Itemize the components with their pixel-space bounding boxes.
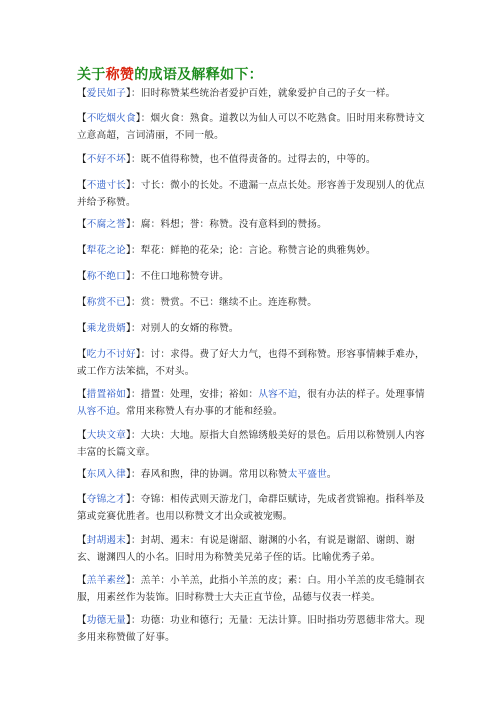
entry-text: ：讨：求得。费了好大力气，也得不到称赞。形容事情棘手难办，或工作方法笨拙，不对头。 [77, 349, 425, 377]
entry-text: ：大块：大地。原指大自然锦绣般美好的景色。后用以称赞别人内容丰富的长篇文章。 [77, 430, 425, 458]
entry-term: 乘龙贵婿 [86, 323, 126, 334]
entry-cheng-bujuekou: 【称不绝口】：不住口地称赞夸讲。 [77, 271, 229, 282]
entry-text: ：赏：赞赏。不已：继续不止。连连称赞。 [130, 297, 318, 308]
entry-gaoyang-susi: 【羔羊素丝】：羔羊：小羊羔，此指小羊羔的皮；素：白。用小羊羔的皮毛缝制衣服，用素丝作为装饰。旧时称赞士大夫正直节俭，品德与仪表一样美。 [77, 575, 425, 603]
entry-dongfeng-rulv: 【东风入律】：春风和煦，律的协调。常用以称赞太平盛世。 [77, 469, 337, 480]
entry-text: ：旧时称赞某些统治者爱护百姓，就象爱护自己的子女一样。 [130, 88, 396, 99]
entry-term: 爱民如子 [86, 88, 126, 99]
entry-buchi-yanhuoshi: 【不吃烟火食】：烟火食：熟食。道教以为仙人可以不吃熟食。旧时用来称赞诗文立意高超，言词清丽，不同一般。 [77, 113, 425, 141]
idiom-link[interactable]: 太平盛世 [287, 469, 327, 480]
entry-text-c: 。常用来称赞人有办事的才能和经验。 [116, 405, 283, 417]
entry-text: ：对别人的女婿的称赞。 [130, 323, 239, 334]
entry-term: 封胡遏末 [86, 535, 126, 546]
entry-buhao-buhuai: 【不好不坏】：既不值得称赞，也不值得责备的。过得去的，中等的。 [77, 154, 376, 165]
entry-text: ：烟火食：熟食。道教以为仙人可以不吃熟食。旧时用来称赞诗文立意高超，言词清丽，不同一般。 [77, 113, 425, 141]
entry-duojin-zhicai: 【夺锦之才】：夺锦：相传武则天游龙门，命群臣赋诗，先成者赏锦袍。指科举及第或竞赛优胜者。也用以称赞文才出众或被宠赐。 [77, 494, 425, 522]
entry-term: 东风入律 [86, 469, 126, 480]
entry-text: ：夺锦：相传武则天游龙门，命群臣赋诗，先成者赏锦袍。指科举及第或竞赛优胜者。也用以称赞文才出众或被宠赐。 [77, 494, 425, 522]
entry-text-a: ：措置：处理，安排；裕如： [130, 389, 259, 400]
entry-chenglong-guixu: 【乘龙贵婿】：对别人的女婿的称赞。 [77, 323, 239, 334]
entry-term: 大块文章 [86, 430, 126, 441]
entry-term: 不遗寸长 [86, 180, 126, 191]
entry-term: 羔羊素丝 [86, 575, 126, 586]
title-prefix: 关于 [77, 67, 106, 83]
idiom-link[interactable]: 从容不迫 [77, 405, 117, 417]
entry-term: 夺锦之才 [86, 494, 126, 505]
entry-term: 犁花之论 [86, 245, 126, 256]
entry-gongde-wuliang: 【功德无量】：功德：功业和德行；无量：无法计算。旧时指功劳恩德非常大。现多用来称赞做了好事。 [77, 615, 425, 643]
entry-aimin-ruzi: 【爱民如子】：旧时称赞某些统治者爱护百姓，就象爱护自己的子女一样。 [77, 88, 396, 99]
entry-chili-butaohao: 【吃力不讨好】：讨：求得。费了好大力气，也得不到称赞。形容事情棘手难办，或工作方法笨拙，不对头。 [77, 349, 425, 377]
entry-text-b: 。 [326, 469, 337, 480]
entry-text: ：羔羊：小羊羔，此指小羊羔的皮；素：白。用小羊羔的皮毛缝制衣服，用素丝作为装饰。旧时称赞士大夫正直节俭，品德与仪表一样美。 [77, 575, 425, 603]
entry-term: 功德无量 [86, 615, 126, 626]
entry-term: 称赏不已 [86, 297, 126, 308]
idiom-link[interactable]: 从容不迫 [258, 389, 298, 400]
entry-text: ：腐：料想；誉：称赞。没有意料到的赞扬。 [130, 219, 327, 230]
entry-text: ：寸长：微小的长处。不遗漏一点点长处。形容善于发现别人的优点并给予称赞。 [77, 180, 425, 208]
entry-fenghu-emo: 【封胡遏末】：封胡、遏末：有说是谢韶、谢渊的小名，有说是谢韶、谢朗、谢玄、谢渊四人的小名。旧时用为称赞美兄弟子侄的话。比喻优秀子弟。 [77, 535, 416, 563]
entry-term: 措置裕如 [86, 389, 126, 400]
entry-text: ：封胡、遏末：有说是谢韶、谢渊的小名，有说是谢韶、谢朗、谢玄、谢渊四人的小名。旧时用为称赞美兄弟子侄的话。比喻优秀子弟。 [77, 535, 416, 563]
page-title [77, 64, 263, 84]
entry-cuozhi-yuru: 【措置裕如】：措置：处理，安排；裕如：从容不迫，很有办法的样子。处理事情从容不迫。常用来称赞人有办事的才能和经验。 [77, 389, 425, 417]
title-highlight: 称赞 [105, 67, 135, 83]
entry-term: 不好不坏 [86, 154, 126, 165]
entry-text: ：犁花：鲜艳的花朵；论：言论。称赞言论的典雅隽妙。 [130, 245, 376, 256]
entry-term: 吃力不讨好 [86, 349, 136, 360]
entry-term: 不吃烟火食 [86, 113, 136, 124]
entry-text: ：不住口地称赞夸讲。 [130, 271, 229, 282]
entry-term: 称不绝口 [86, 271, 126, 282]
entry-bufu-zhiyu: 【不腐之誉】：腐：料想；誉：称赞。没有意料到的赞扬。 [77, 219, 327, 230]
entry-chengshang-buyi: 【称赏不已】：赏：赞赏。不已：继续不止。连连称赞。 [77, 297, 318, 308]
entry-text: ：功德：功业和德行；无量：无法计算。旧时指功劳恩德非常大。现多用来称赞做了好事。 [77, 615, 425, 643]
entry-lihua-zhilun: 【犁花之论】：犁花：鲜艳的花朵；论：言论。称赞言论的典雅隽妙。 [77, 245, 376, 256]
entry-text: ：既不值得称赞，也不值得责备的。过得去的，中等的。 [130, 154, 376, 165]
entry-buyi-cunchang: 【不遗寸长】：寸长：微小的长处。不遗漏一点点长处。形容善于发现别人的优点并给予称赞。 [77, 180, 425, 208]
entry-dakuai-wenzhang: 【大块文章】：大块：大地。原指大自然锦绣般美好的景色。后用以称赞别人内容丰富的长篇文章。 [77, 430, 425, 458]
entry-text-b: ，很有办法的样子。处理事情 [297, 389, 425, 400]
title-suffix: 的成语及解释如下： [134, 67, 263, 83]
entry-text-a: ：春风和煦，律的协调。常用以称赞 [130, 469, 288, 480]
entry-term: 不腐之誉 [86, 219, 126, 230]
